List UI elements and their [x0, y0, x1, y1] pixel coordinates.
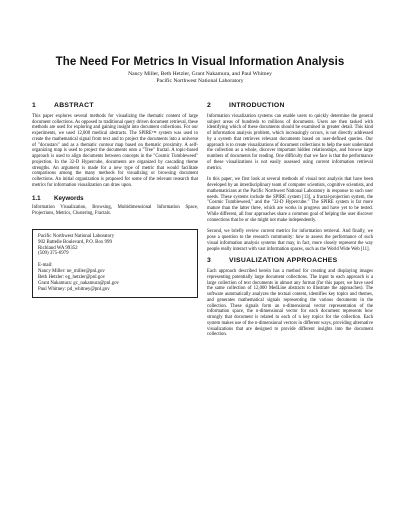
introduction-paragraph: In this paper, we first look at several methods of visual text analysis that have been developed by an interdisciplinary team of computer scientists, cognitive scientists, and mathematicians at the Pacific Northwest National Laboratory in response to such user needs. These systems include the SPIRE system [13], a fractal-projection system, the "Cosmic Tumbleweed," and the "32-D Hypercube." The SPIRE system is far more mature than the latter three, which are works in progress and have yet to be tested. While different, all four approaches share a common goal of helping the user discover connections that he or she might not make independently. — [207, 177, 373, 223]
contact-email: Nancy Miller: ne_miller@pnl.gov — [38, 269, 105, 275]
contact-email: Paul Whitney: pd_whitney@pnl.gov — [38, 286, 110, 292]
paper-title: The Need For Metrics In Visual Information Analysis — [55, 56, 345, 68]
contact-phone: (509) 375-6979 — [38, 251, 69, 257]
section-title: INTRODUCTION — [229, 102, 285, 109]
section-number: 1.1 — [32, 194, 41, 202]
section-number: 2 — [207, 102, 212, 109]
contact-email: Grant Nakamura: gc_nakamura@pnl.gov — [38, 280, 119, 286]
author-affiliation: Pacific Northwest National Laboratory — [156, 78, 244, 85]
contact-email-label: E-mail: — [38, 263, 53, 269]
section-title: ABSTRACT — [54, 102, 94, 109]
contact-address-line1: 902 Battelle Boulevard, P.O. Box 999 — [38, 239, 112, 245]
introduction-heading — [207, 103, 373, 109]
visualization-body: Each approach described herein has a method for creating and displaying images representing potentially large document collections. The input to each approach is a large collection of text documents in almost any format (for this paper, we have used the same collection of 12,000 MedLine abstracts to illustrate the approaches). The software automatically analyzes the textual content, identifies key topics and themes, and generates mathematical signals representing the various documents in the collection. These signals form an n-dimensional vector representation of the information space, the n-dimensional vector for each document represents how strongly that document is related to each of n key topics for the collection. Each system makes use of the n-dimensional vectors in different ways, providing alternative visualizations that are designed to provide different insights into the document collection. — [207, 269, 373, 338]
introduction-paragraph: Second, we briefly review current metrics for information retrieval. And finally, we pose a question to the research community: how to assess the performance of such visual information analysis systems that may, in fact, more closely represent the way people really interact with vast information spaces, such as the World Wide Web [11]. — [207, 229, 373, 252]
keywords-body: Information Visualization, Browsing, Multidimensional Information Space, Projections, Metrics, Clustering, Fractals. — [32, 205, 198, 216]
author-block — [0, 71, 400, 85]
contact-address-line2: Richland WA 99352 — [38, 245, 78, 251]
right-column — [207, 103, 373, 344]
contact-box — [32, 229, 198, 298]
author-names: Nancy Miller, Beth Hetzler, Grant Nakamura, and Paul Whitney — [128, 71, 272, 77]
visualization-heading — [207, 258, 373, 264]
abstract-body: This paper explores several methods for visualizing the thematic content of large document collections. As opposed to traditional query driven document retrieval, these methods are used for exploring and gaining insight into document collections. For our experiments, we used 12,000 medical abstracts. The SPIRE™ system was used to create the mathematical signal from text and to project the documents into a universe of "docustars" and as a thematic contour map based on thematic proximity. A self-organizing map is used to project the documents onto a "Tree" fractal. A topic-based approach is used to align documents between concepts in the "Cosmic Tumbleweed" projection. In the 32-D Hypercube, documents are organized by cascading theme strengths. An argument is made for a new type of metric that would facilitate comparisons among the many methods for visualizing or browsing document collections. An initial organization is proposed for some of the relevant research that metrics for information visualization can draw upon. — [32, 113, 198, 188]
section-title: Keywords — [54, 194, 84, 202]
section-number: 3 — [207, 257, 212, 265]
contact-org: Pacific Northwest National Laboratory — [38, 233, 115, 239]
section-number: 1 — [32, 102, 37, 109]
abstract-heading — [32, 103, 198, 109]
left-column — [32, 103, 198, 298]
introduction-paragraph: Information visualization systems can enable users to quickly determine the general subject areas of hundreds to millions of documents. Users are then tasked with identifying which of these documents should be examined in greater detail. This kind of information analysis problem, which increasingly occurs, is not directly addressed by a system that retrieves relevant documents based on user-defined queries. Our approach is to create visualizations of document collections to help the user understand the collection as a whole, discover important hidden relationships, and browse large numbers of documents for reading. One difficulty that we face is that the performance of these visualizations is not easily assessed using current information retrieval metrics. — [207, 113, 373, 171]
contact-email: Beth Hetzler: eg_hetzler@pnl.gov — [38, 275, 106, 281]
keywords-heading — [32, 196, 198, 202]
section-title: VISUALIZATION APPROACHES — [229, 257, 338, 265]
